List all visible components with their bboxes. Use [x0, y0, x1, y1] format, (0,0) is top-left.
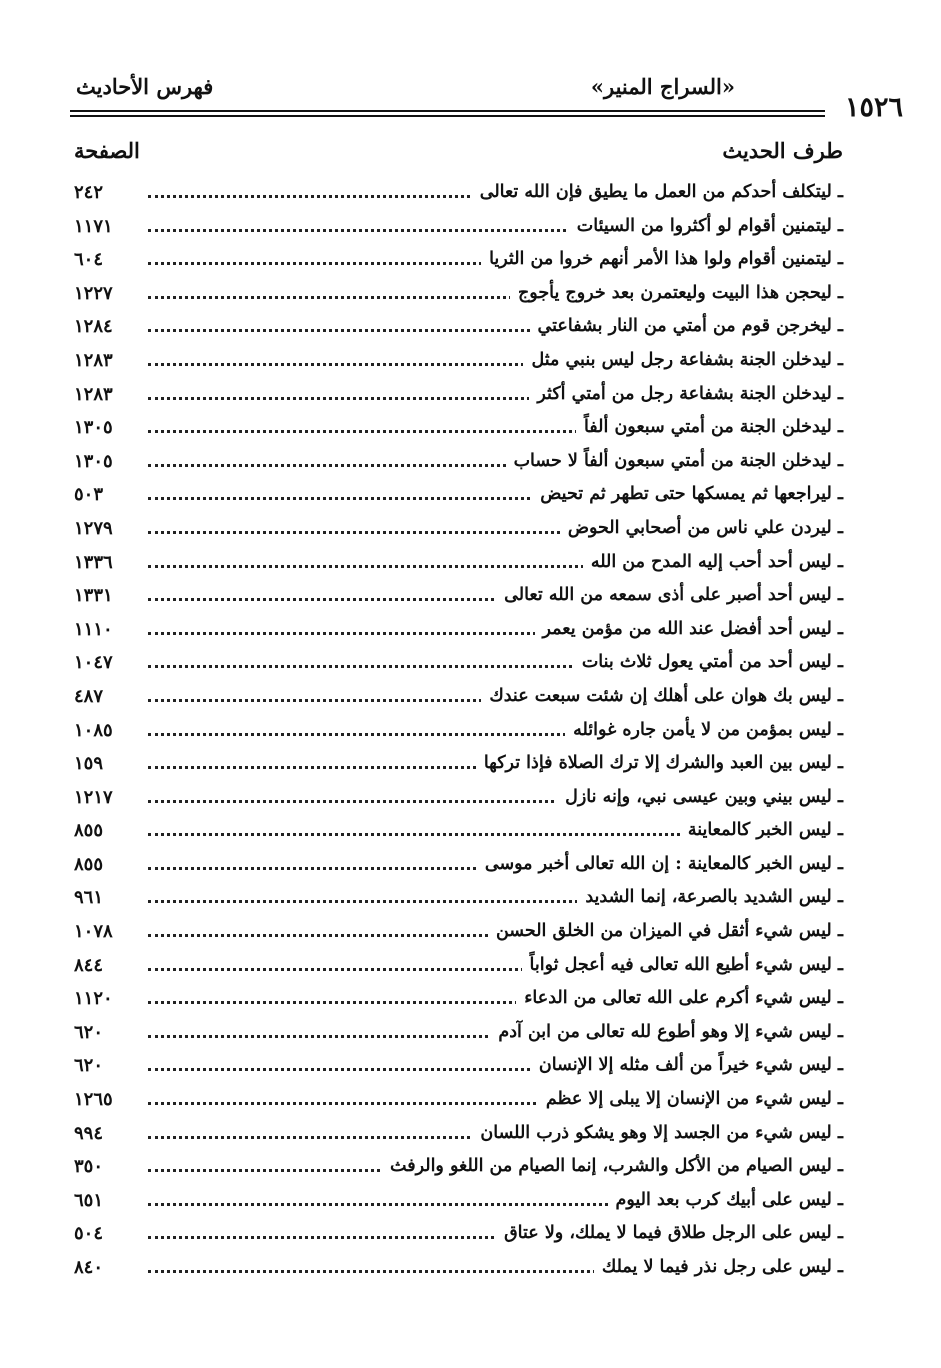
page-reference: ٨٥٥ — [74, 853, 104, 875]
page-reference: ٨٤٠ — [74, 1257, 104, 1278]
index-entry — [0, 883, 941, 917]
index-entry — [0, 1085, 941, 1119]
page-reference: ٥٠٤ — [74, 1223, 104, 1245]
index-entry — [0, 1051, 941, 1085]
page-reference: ١٣٠٥ — [74, 417, 113, 439]
page-reference: ٦٥١ — [74, 1189, 104, 1211]
hadith-text: ـ ليس أحد أصبر على أذى سمعه من الله تعالى — [496, 585, 843, 605]
page-reference: ١٢٨٣ — [74, 383, 113, 405]
page-reference: ٤٨٧ — [74, 685, 104, 707]
hadith-text: ـ ليتكلف أحدكم من العمل ما يطيق فإن الله تعالى — [472, 182, 843, 202]
index-entry — [0, 1152, 941, 1186]
header-rule-lower — [70, 115, 825, 117]
index-entry — [0, 346, 941, 380]
page-reference: ١٠٧٨ — [74, 921, 113, 943]
hadith-text: ـ ليس الصيام من الأكل والشرب، إنما الصيام من اللغو والرفث — [382, 1156, 843, 1176]
page-reference: ٩٩٤ — [74, 1122, 104, 1144]
index-entry — [0, 1186, 941, 1220]
page-reference: ١٣٣٦ — [74, 551, 113, 573]
running-header — [70, 72, 903, 123]
index-entry — [0, 984, 941, 1018]
page-reference: ٦٠٤ — [74, 249, 104, 271]
index-entry — [0, 1018, 941, 1052]
index-entry — [0, 1119, 941, 1153]
page-reference: ٩٦١ — [74, 887, 104, 909]
hadith-text: ـ ليس شيء من الإنسان إلا يبلى إلا عظم — [538, 1089, 843, 1109]
hadith-text: ـ ليس شيء أثقل في الميزان من الخلق الحسن — [488, 921, 843, 941]
index-entry — [0, 749, 941, 783]
page-reference: ٣٥٠ — [74, 1156, 104, 1178]
hadith-text: ـ ليتمنين أقوام لو أكثروا من السيئات — [569, 216, 843, 236]
index-entry — [0, 178, 941, 212]
page-number: ١٥٢٦ — [844, 92, 903, 123]
hadith-text: ـ ليس بيني وبين عيسى نبي، وإنه نازل — [557, 787, 843, 807]
index-entry — [0, 245, 941, 279]
page-reference: ١٠٨٥ — [74, 719, 113, 741]
hadith-text: ـ ليخرجن قوم من أمتي من النار بشفاعتي — [530, 316, 843, 336]
page-reference: ١٢٦٥ — [74, 1089, 113, 1111]
index-entry — [0, 615, 941, 649]
index-entry — [0, 279, 941, 313]
hadith-text: ـ ليس بمؤمن من لا يأمن جاره غوائله — [565, 720, 843, 740]
page-reference: ١٢٧٩ — [74, 517, 113, 539]
page-reference: ٢٤٢ — [74, 182, 104, 203]
column-header-page: الصفحة — [74, 138, 140, 163]
hadith-text: ـ ليس على رجل نذر فيما لا يملك — [594, 1257, 843, 1277]
page-reference: ٨٤٤ — [74, 954, 104, 976]
index-entry — [0, 312, 941, 346]
header-rule — [70, 110, 825, 112]
hadith-text: ـ ليس أحد أحب إليه المدح من الله — [583, 552, 843, 572]
hadith-text: ـ ليحجن هذا البيت وليعتمرن بعد خروج يأجوج — [510, 283, 843, 303]
page-reference: ١٢١٧ — [74, 786, 113, 808]
index-entry — [0, 1253, 941, 1287]
index-entry — [0, 581, 941, 615]
page-reference: ١٥٩ — [74, 753, 104, 775]
hadith-text: ـ ليس الخبر كالمعاينة : إن الله تعالى أخبر موسى — [477, 854, 843, 874]
hadith-text: ـ ليس شيء إلا وهو أطوع لله تعالى من ابن آدم — [490, 1022, 843, 1042]
page-reference: ١٢٨٣ — [74, 349, 113, 371]
index-entry — [0, 816, 941, 850]
index-entry — [0, 548, 941, 582]
hadith-text: ـ ليدخلن الجنة بشفاعة رجل من أمتي أكثر — [529, 384, 843, 404]
book-title: «السراج المنير» — [590, 74, 735, 99]
hadith-text: ـ ليراجعها ثم يمسكها حتى تطهر ثم تحيض — [532, 484, 843, 504]
hadith-text: ـ ليس أحد أفضل عند الله من مؤمن يعمر — [535, 619, 843, 639]
index-entry — [0, 850, 941, 884]
index-entry — [0, 480, 941, 514]
index-entry — [0, 917, 941, 951]
hadith-text: ـ ليس بين العبد والشرك إلا ترك الصلاة فإذا تركها — [476, 753, 843, 773]
hadith-text: ـ ليس الشديد بالصرعة، إنما الشديد — [577, 887, 843, 907]
hadith-text: ـ ليتمنين أقوام ولوا هذا الأمر أنهم خروا من الثريا — [481, 249, 843, 269]
page-reference: ٦٢٠ — [74, 1055, 104, 1077]
page-reference: ١٣٣١ — [74, 585, 113, 607]
index-entry — [0, 447, 941, 481]
page-reference: ١١٧١ — [74, 215, 113, 237]
page-reference: ١٠٤٧ — [74, 652, 113, 674]
hadith-text: ـ ليس شيء أطيع الله تعالى فيه أعجل ثواباً — [522, 955, 843, 975]
index-entry — [0, 783, 941, 817]
index-entry — [0, 716, 941, 750]
index-entry — [0, 212, 941, 246]
hadith-text: ـ ليردن علي ناس من أصحابي الحوض — [560, 518, 843, 538]
page-reference: ١١٢٠ — [74, 988, 113, 1010]
section-title: فهرس الأحاديث — [76, 74, 214, 99]
page-reference: ٥٠٣ — [74, 484, 104, 506]
index-entry — [0, 380, 941, 414]
page-reference: ١٢٨٤ — [74, 316, 113, 338]
page-reference: ١١١٠ — [74, 618, 113, 640]
hadith-text: ـ ليس شيء أكرم على الله تعالى من الدعاء — [516, 988, 843, 1008]
column-header-hadith: طرف الحديث — [722, 138, 843, 163]
hadith-text: ـ ليدخلن الجنة من أمتي سبعون ألفاً لا حساب — [506, 451, 843, 471]
hadith-text: ـ ليس الخبر كالمعاينة — [680, 820, 843, 840]
index-entry — [0, 413, 941, 447]
index-entry — [0, 1219, 941, 1253]
hadith-text: ـ ليس على الرجل طلاق فيما لا يملك، ولا عتاق — [496, 1223, 843, 1243]
hadith-text: ـ ليدخلن الجنة بشفاعة رجل ليس بنبي مثل — [523, 350, 843, 370]
hadith-text: ـ ليس بك هوان على أهلك إن شئت سبعت عندك — [481, 686, 843, 706]
hadith-text: ـ ليس أحد من أمتي يعول ثلاث بنات — [574, 652, 843, 672]
index-entry — [0, 682, 941, 716]
page-reference: ٨٥٥ — [74, 820, 104, 842]
hadith-text: ـ ليس شيء خيراً من ألف مثله إلا الإنسان — [531, 1055, 843, 1075]
index-entry — [0, 951, 941, 985]
page-reference: ٦٢٠ — [74, 1021, 104, 1043]
index-entry — [0, 514, 941, 548]
index-entry — [0, 648, 941, 682]
page-reference: ١٣٠٥ — [74, 450, 113, 472]
hadith-text: ـ ليس على أبيك كرب بعد اليوم — [608, 1190, 844, 1210]
hadith-text: ـ ليدخلن الجنة من أمتي سبعون ألفاً — [576, 417, 843, 437]
hadith-text: ـ ليس شيء من الجسد إلا وهو يشكو ذرب اللسان — [472, 1123, 843, 1143]
page-reference: ١٢٢٧ — [74, 282, 113, 304]
hadith-index-list — [0, 178, 941, 1287]
